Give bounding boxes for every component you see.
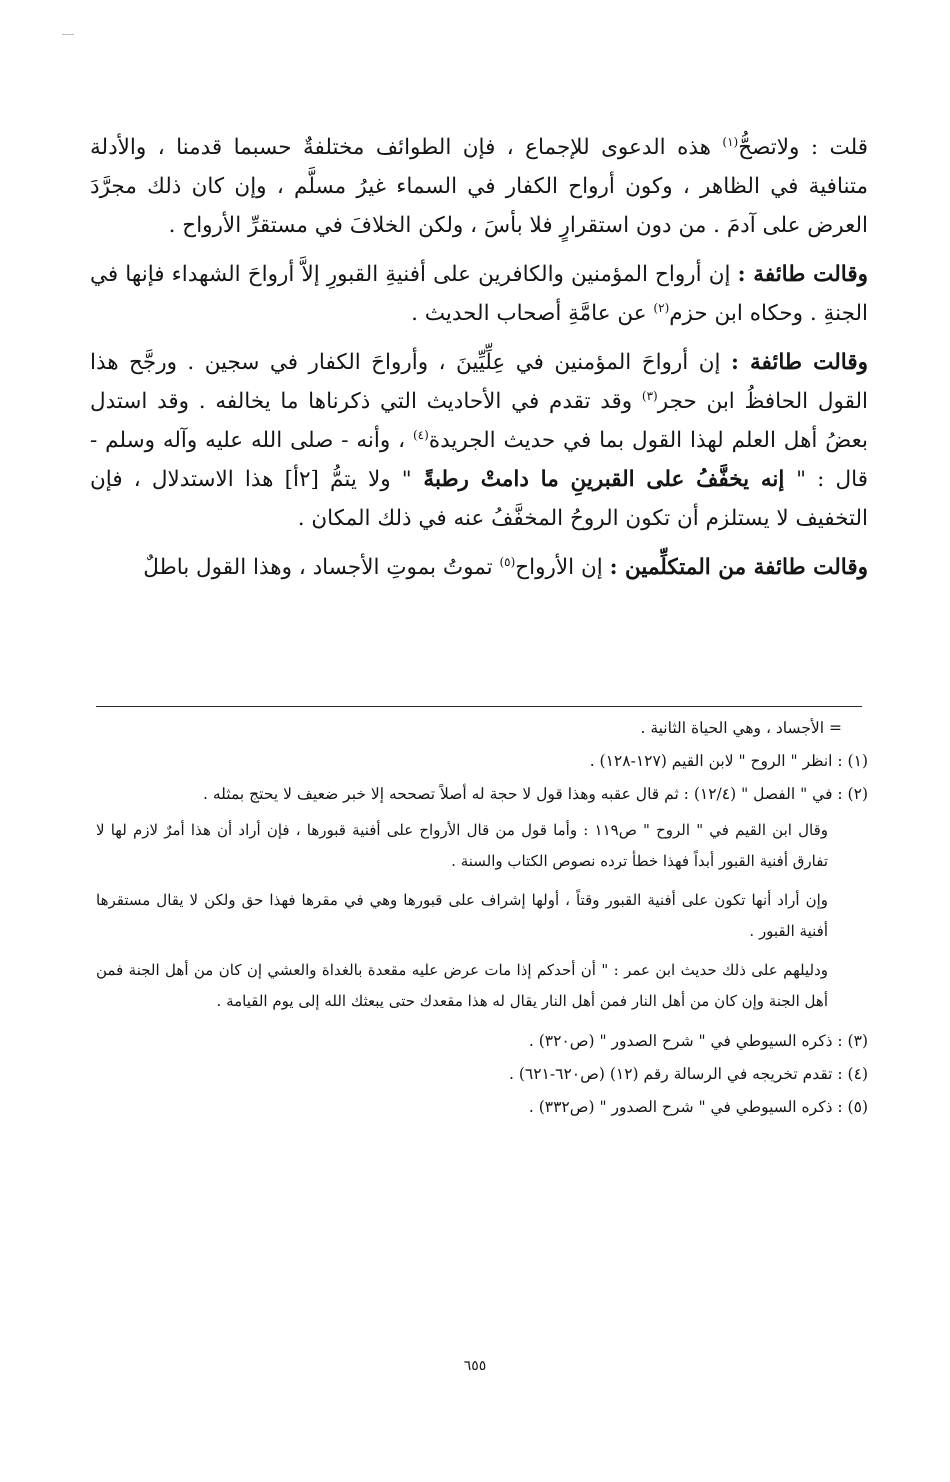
text-run: " ولا يتمُّ [٢أ] هذا الاستدلال ، فإن التخفيف لا يستلزم أن تكون الروحُ المخفَّفُ عنه في ذلك المكان .: [90, 467, 868, 531]
footnote-separator: [96, 706, 862, 707]
page-number: ٦٥٥: [463, 1358, 487, 1374]
text-run: تموتُ بموتِ الأجساد ، وهذا القول باطلٌ: [143, 555, 500, 580]
text-run: إن أرواح المؤمنين والكافرين على أفنيةِ القبورِ إلاَّ أرواحَ الشهداء فإنها في الجنةِ . وحكاه ابن حزم: [90, 262, 868, 326]
main-text: [90, 128, 868, 593]
footnote-1: (١) : انظر " الروح " لابن القيم (١٢٧-١٢٨) .: [589, 752, 868, 770]
paragraph-3: [90, 343, 868, 538]
paragraph-1: [90, 128, 868, 245]
text-run: عن عامَّةِ أصحاب الحديث .: [411, 301, 654, 326]
paragraph-lead: وقالت طائفة من المتكلِّمين :: [609, 555, 868, 580]
text-run: ، وأنه - صلى الله عليه وآله وسلم - قال : ": [90, 428, 868, 492]
footnote-ref-4[interactable]: (٤): [412, 427, 429, 442]
footnote-2-quote-1: وقال ابن القيم في " الروح " ص١١٩ : وأما قول من قال الأرواح على أفنية قبورها ، فإن أراد أن هذا أمرٌ لازم لها لا تفارق أفنية القبور أبداً فهذا خطأ ترده نصوص الكتاب والسنة .: [96, 821, 828, 870]
footnote-5: (٥) : ذكره السيوطي في " شرح الصدور " (ص٣٣٢) .: [528, 1098, 868, 1116]
footnote-ref-3[interactable]: (٣): [641, 388, 658, 403]
footnote-ref-1[interactable]: (١): [722, 134, 739, 149]
footnote-2-quote-2: وإن أراد أنها تكون على أفنية القبور وقتاً ، أولها إشراف على قبورها وهي في مقرها فهذا حق ولكن لا يقال مستقرها أفنية القبور .: [96, 891, 828, 940]
text-run: هذه الدعوى للإجماع ، فإن الطوائف مختلفةٌ حسبما قدمنا ، والأدلة متنافية في الظاهر ، وكون أرواح الكفار في السماء غيرُ مسلَّم ، وإن كان ذلك مجرَّدَ العرض على آدمَ . من دون استقرارٍ فلا بأسَ ، ولكن الخلافَ في مستقرِّ الأرواح .: [90, 135, 868, 238]
footnotes: [96, 712, 868, 1124]
paragraph-lead: وقالت طائفة :: [737, 262, 868, 287]
footnote-2: (٢) : في " الفصل " (١٢/٤) : ثم قال عقبه وهذا قول لا حجة له أصلاً تصححه إلا خبر ضعيف لا يحتج بمثله .: [203, 785, 868, 803]
footnote-4: (٤) : تقدم تخريجه في الرسالة رقم (١٢) (ص٦٢٠-٦٢١) .: [509, 1065, 868, 1083]
footnote-2-quote-3: ودليلهم على ذلك حديث ابن عمر : " أن أحدكم إذا مات عرض عليه مقعدة بالغداة والعشي إن كان من أهل الجنة فمن أهل الجنة وإن كان من أهل النار فمن أهل النار يقال له هذا مقعدك حتى يبعثك الله إلى يوم القيامة .: [96, 961, 828, 1010]
footnote-ref-5[interactable]: (٥): [499, 554, 516, 569]
scan-mark: [62, 34, 74, 35]
footnote-3: (٣) : ذكره السيوطي في " شرح الصدور " (ص٣٢٠) .: [528, 1032, 868, 1050]
text-run: إن أرواحَ المؤمنين في عِلِّيِّينَ ، وأرواحَ الكفار في سجين . ورجَّح هذا القول الحافظُ ابن حجر: [90, 350, 868, 414]
text-run: إن الأرواح: [515, 555, 610, 580]
footnote-continuation: = الأجساد ، وهي الحياة الثانية .: [640, 719, 842, 737]
paragraph-lead: وقالت طائفة :: [730, 350, 868, 375]
paragraph-4: [90, 548, 868, 587]
text-run: وقد تقدم في الأحاديث التي ذكرناها ما يخالفه . وقد استدل بعضُ أهل العلم لهذا القول بما في حديث الجريدة: [90, 389, 868, 453]
footnote-ref-2[interactable]: (٢): [653, 300, 670, 315]
paragraph-2: [90, 255, 868, 333]
hadith-quote: إنه يخفَّفُ على القبرينِ ما دامتْ رطبةً: [411, 467, 797, 492]
text-run: قلت : ولاتصحُّ: [738, 135, 868, 160]
